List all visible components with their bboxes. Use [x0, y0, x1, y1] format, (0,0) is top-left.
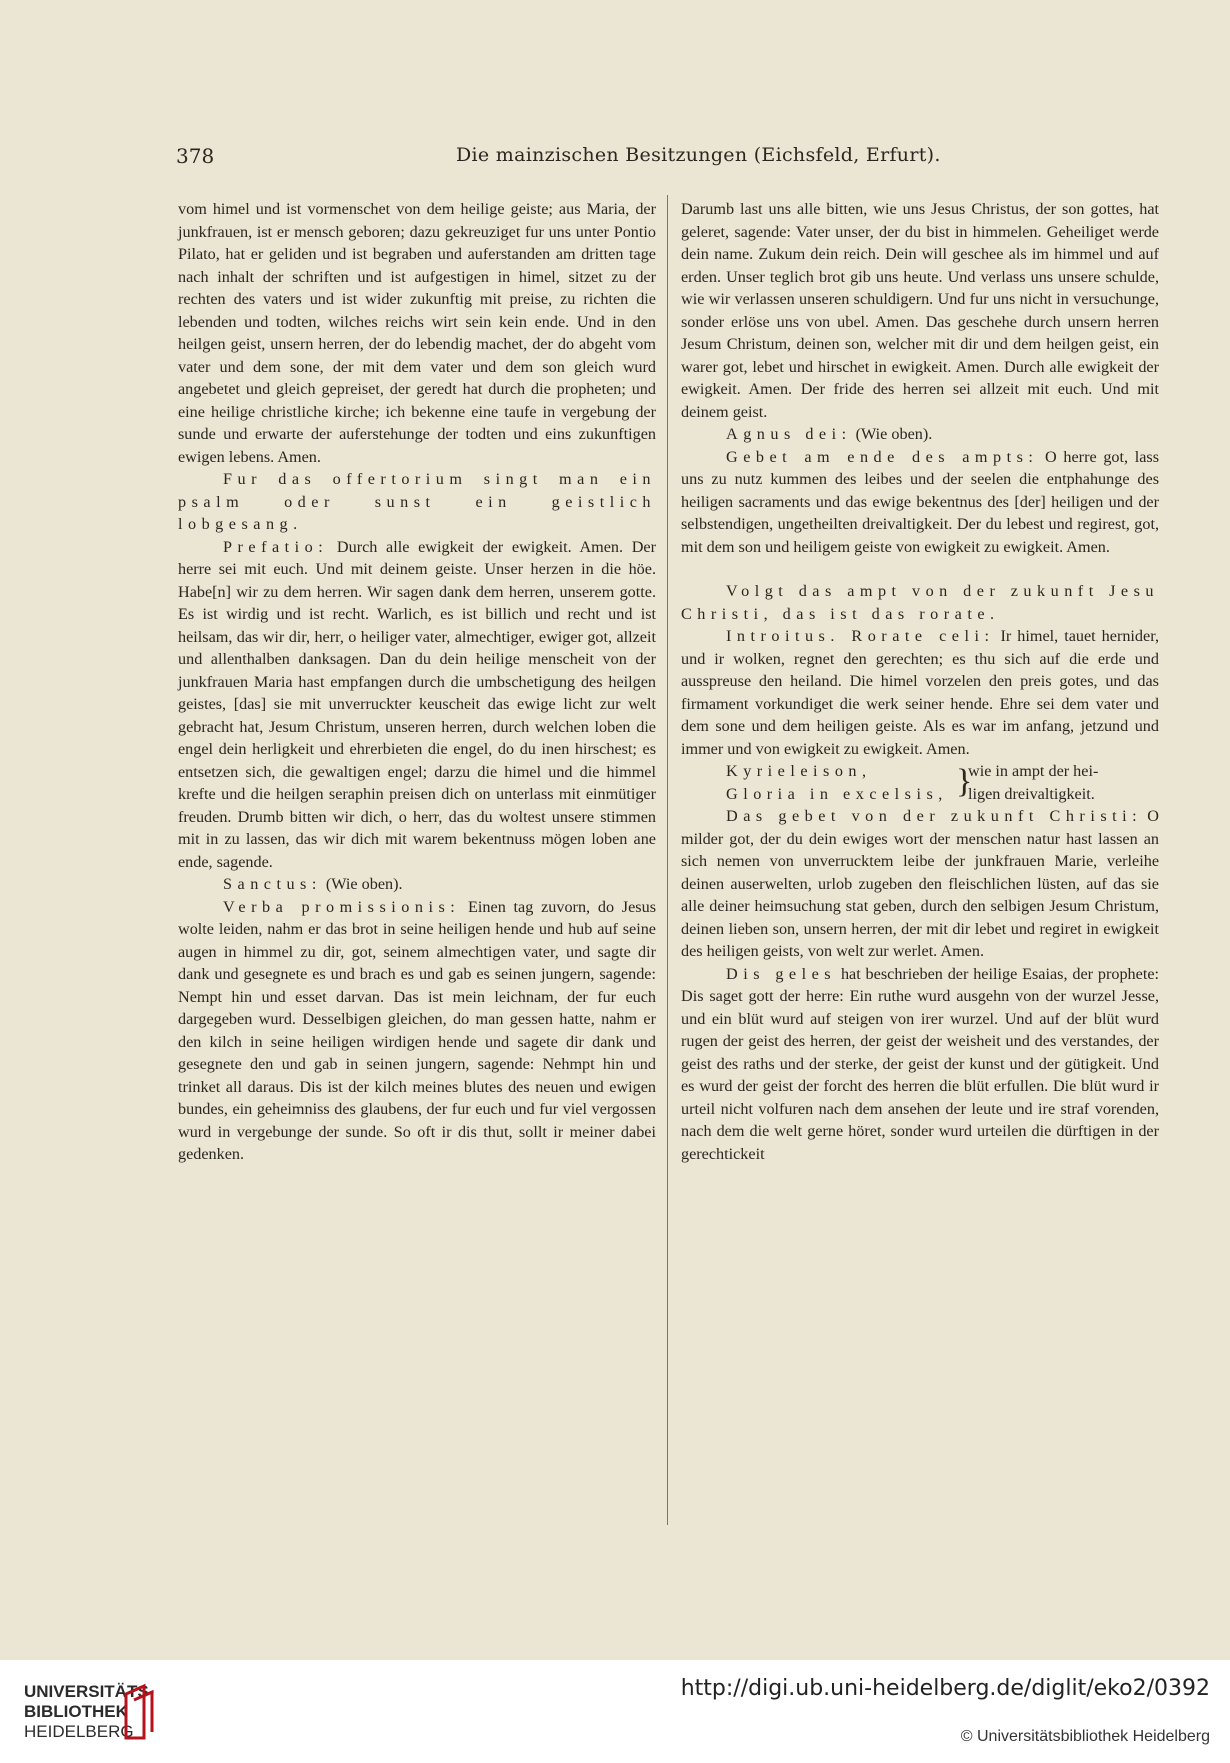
spaced-heading: Prefatio: [223, 537, 329, 556]
logo-line-3: HEIDELBERG [24, 1722, 134, 1741]
spaced-heading: Volgt das ampt von der zukunft Jesu Christi, das ist das rorate. [681, 582, 1159, 623]
left-paragraph [178, 536, 656, 874]
left-paragraph [178, 873, 656, 896]
spaced-heading: Verba promissionis: [223, 897, 461, 916]
spaced-heading: Gebet am ende des ampts: [726, 447, 1039, 466]
logo-line-1: UNIVERSITÄTS- [24, 1682, 155, 1701]
paragraph-text: Durch alle ewigkeit der ewigkeit. Amen. Der herre sei mit euch. Und mit deinem geiste. Unser herzen in die höe. Habe[n] wir zu dem herren. Wir sagen dank dem herren, unserem gotte. Es ist wirdig und ist recht. Warlich, es ist billich und recht und ist heilsam, das wir dir, herr, o heiliger vater, almechtiger, ewiger got, allzeit und allenthalben danksagen. Dan du dein heilige menscheit von der junkfrauen Maria hast empfangen durch die umbschetigung des heilgen geistes, [das] sie mit unverruckter keuscheit das ewige licht zur welt gebracht hat, Jesum Christum, unseren herren, durch welchen loben die engel dein herligkeit und ehrerbieten die engel, do du inen hirschest; es entsetzen sich, die gewaltigen engel; darzu die himel und die himmel krefte und die heilgen seraphin preisen dich on unterlass mit einmütiger freuden. Drumb bitten wir dich, o herr, das du woltest unsere stimmen mit in zu lassen, das wir dich mit warem bekentnuss mögen loben ane ende, sagende. [178, 537, 656, 871]
right-paragraph [681, 580, 1159, 625]
paragraph-text: Ir himel, tauet hernider, und ir wolken, regnet den gerechten; es thu sich auf die erde und ausspreuse den heiland. Die himel vorzelen den preis gotes, und das firmament vorkundiget die werk seiner hende. Ehre sei dem vater und dem sone und dem heiligen geiste. Als es war im anfang, jetzund und immer und von ewigkeit zu ewigkeit. Amen. [681, 627, 1159, 758]
spaced-heading: Agnus dei: [726, 425, 852, 443]
left-paragraph [178, 468, 656, 536]
paragraph-text: Darumb last uns alle bitten, wie uns Jesus Christus, der son gottes, hat geleret, sagende: Vater unser, der du bist in himmelen. Geheiliget werde dein name. Zukum dein reich. Dein will geschee als im himmel und auf erden. Unser teglich brot gib uns heute. Und verlass uns unsere schulde, wie wir verlassen unseren schuldigern. Und fur uns nicht in versuchunge, sonder erlöse uns von ubel. Amen. Das geschehe durch unsern herren Jesum Christum, deinen son, welcher mit dir und dem heilgen geist, ein warer got, lebet und hirschet in ewigkeit. Amen. Durch alle ewigkeit der ewigkeit. Amen. Der fride des herren sei allzeit mit euch. Und mit deinem geist. [681, 200, 1159, 421]
right-paragraph [681, 805, 1159, 963]
paragraph-text: Einen tag zuvorn, do Jesus wolte leiden, nahm er das brot in seine heiligen hende und hub auf seine augen in himmel zu dir, got, seinem almechtigen vater, und sagte dir dank und gesegnete es und brach es und gab es seinen jungern, sagende: Nempt hin und esset darvan. Das ist mein leichnam, der fur euch dargegeben wurd. Desselbigen gleichen, do man gessen hatte, nahm er den kilch in seine heiligen wirdigen hende und sagete dir dank und gesegnete den und gab in seinen jungern, sagende: Nehmpt hin und trinket all daraus. Dis ist der kilch meines blutes des neuen und ewigen bundes, ein geheimniss des glaubens, der fur euch und fur viel vergossen wurd in vergebunge der sunde. So oft ir dis thut, sollt ir meiner dabei gedenken. [178, 897, 656, 1163]
permalink-url[interactable]: http://digi.ub.uni-heidelberg.de/diglit/eko2/0392 [680, 1676, 1210, 1701]
right-paragraph [681, 198, 1159, 423]
kyrie-line: Kyrieleison, [726, 762, 872, 780]
kyrie-gloria-block [681, 760, 1159, 805]
spaced-heading: Introitus. Rorate celi: [726, 627, 995, 645]
spaced-heading: Fur das offertorium singt man ein psalm oder sunst ein geistlich lobgesang. [178, 470, 656, 533]
column-divider [667, 195, 668, 1525]
paragraph-text: (Wie oben). [321, 875, 403, 893]
footer-bar [0, 1660, 1230, 1763]
logo-line-2: BIBLIOTHEK [24, 1702, 128, 1721]
left-column [178, 198, 656, 1166]
spaced-heading: Das gebet von der zukunft Christi: [726, 807, 1143, 825]
spaced-heading: Sanctus: [223, 875, 322, 893]
paragraph-text: O herre got, lass uns zu nutz kummen des leibes und der seelen die entphahunge des heiligen sacraments und das ewige bekentnus des [der] heiligen und der selbstendigen, ungetheilten dreivaltigkeit. Der du lebest und regirest, got, mit dem son und heiligem geiste von ewigkeit zu ewigkeit. Amen. [681, 447, 1159, 556]
copyright-notice: © Universitätsbibliothek Heidelberg [960, 1728, 1210, 1745]
right-paragraph [681, 423, 1159, 446]
kyrie-note-1: wie in ampt der hei- [968, 762, 1099, 780]
kyrie-note-2: ligen dreivaltigkeit. [968, 784, 1095, 803]
spaced-heading: Dis geles [726, 964, 837, 983]
running-title: Die mainzischen Besitzungen (Eichsfeld, Erfurt). [456, 144, 941, 166]
paragraph-text: vom himel und ist vormenschet von dem heilige geiste; aus Maria, der junkfrauen, ist er mensch geboren; dazu gekreuziget fur uns unter Pontio Pilato, hat er geliden und ist begraben und auferstanden am dritten tage nach inhalt der schriften und ist aufgestigen in himel, sitzet zu der rechten des vaters und ist wider zukunftig mit preise, zu richten die lebenden und todten, wilches reichs wirt sein kein ende. Und in den heilgen geist, unsern herren, der do lebendig machet, der do abgeht vom vater und dem sone, der mit dem vater und dem son gleich wurd angebetet und gleich gepreiset, der geredt hat durch die propheten; und eine heilige christliche kirche; ich bekenne eine taufe in vergebung der sunde und erwarte der auferstehunge der todten und eins zukunftigen ewigen lebens. Amen. [178, 200, 656, 466]
right-column [681, 198, 1159, 1165]
left-paragraph [178, 198, 656, 468]
left-paragraph [178, 896, 656, 1166]
running-header [176, 144, 1176, 174]
paragraph-text: O milder got, der du dein ewiges wort der menschen natur hast lassen an sich nemen von unverrucktem leibe der junkfrauen Marie, verleihe deinen auserwelten, urlob zugeben den fleischlichen lüsten, auf das sie alle deiner heimsuchung stat geben, durch den selbigen Jesum Christum, deinen lieben son, unsern herren, der mit dir lebet und regiret in ewigkeit des heiligen geists, von welt zur werlet. Amen. [681, 807, 1159, 960]
right-paragraph [681, 625, 1159, 760]
paragraph-text: hat beschrieben der heilige Esaias, der prophete: Dis saget gott der herre: Ein ruthe wurd ausgehn von der wurzel Jesse, und ein blüt wurd auf steigen von irer wurzel. Und auf der blüt wurd rugen der geist des herren, der geist der weisheit und des verstandes, der geist des raths und der sterke, der geist der kunst und der gütigkeit. Und es wurd der geist der forcht des herren die blüt erfullen. Die blüt wurd ir urteil nicht volfuren nach dem ansehen der leute und ire straf vorenden, nach dem die welt gerne höret, sonder wurd urteilen die dürftigen in der gerechtickeit [681, 964, 1159, 1163]
right-paragraph [681, 963, 1159, 1166]
brace: } [956, 763, 973, 800]
right-paragraph [681, 446, 1159, 559]
gloria-line: Gloria in excelsis, [726, 784, 948, 803]
page-number: 378 [176, 144, 215, 168]
library-logo-icon [122, 1682, 162, 1742]
paragraph-text: (Wie oben). [851, 425, 933, 443]
